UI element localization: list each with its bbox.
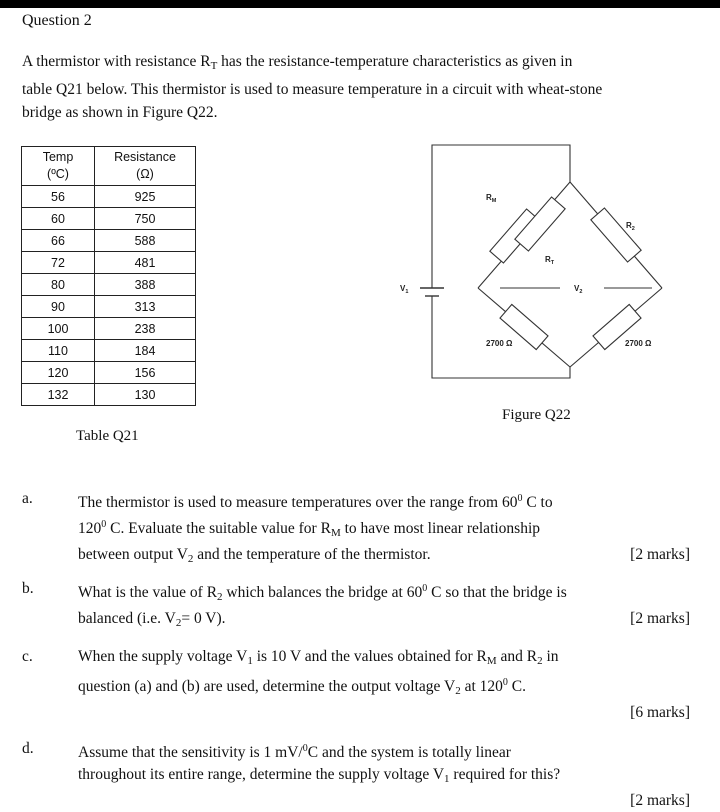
figure-caption: Figure Q22 xyxy=(502,407,571,423)
intro-line-1: A thermistor with resistance $R_T$ has the resistance-temperature characteristics as given in xyxy=(22,53,573,72)
question-b-letter: b. xyxy=(22,580,34,597)
resistor-2700-left-label: 2700 Ω xyxy=(486,339,513,348)
question-a-line-3: between output $V_2$ and the temperature of the thermistor. [2 marks] xyxy=(78,546,690,565)
table-row: 66 588 xyxy=(22,230,196,252)
temp-column-header: Temp (ºC) xyxy=(22,147,95,186)
table-row: 90 313 xyxy=(22,296,196,318)
table-row: 120 156 xyxy=(22,362,196,384)
question-b-line-1: What is the value of $R_2$ which balances the bridge at $60^0$ C so that the bridge is xyxy=(78,583,567,603)
rm-label: $R_M$ xyxy=(486,193,497,204)
intro-line-2: table Q21 below. This thermistor is used to measure temperature in a circuit with wheat-stone xyxy=(22,81,603,98)
r2-resistor xyxy=(591,208,641,262)
question-d-line-1: Assume that the sensitivity is 1 mV/$^0$C and the system is totally linear xyxy=(78,743,511,761)
resistor-2700-right-label: 2700 Ω xyxy=(625,339,652,348)
v2-label: $V_2$ xyxy=(574,284,583,295)
table-row: 132 130 xyxy=(22,384,196,406)
v1-label: $V_1$ xyxy=(400,284,409,295)
table-row: 60 750 xyxy=(22,208,196,230)
question-b-marks: [2 marks] xyxy=(630,610,690,627)
question-a-marks: [2 marks] xyxy=(630,546,690,563)
table-row: 100 238 xyxy=(22,318,196,340)
table-row: 80 388 xyxy=(22,274,196,296)
table-row: 72 481 xyxy=(22,252,196,274)
question-a-line-1: The thermistor is used to measure temperatures over the range from $60^0$ C to xyxy=(78,493,553,511)
question-d-letter: d. xyxy=(22,740,34,757)
r2-label: $R_2$ xyxy=(626,221,635,232)
table-row: 110 184 xyxy=(22,340,196,362)
question-c-line-2: question (a) and (b) are used, determine the output voltage $V_2$ at $120^0$ C. xyxy=(78,677,526,697)
question-a-letter: a. xyxy=(22,490,33,507)
question-b-line-2: balanced (i.e. $V_2= 0$ V). [2 marks] xyxy=(78,610,690,629)
question-c-letter: c. xyxy=(22,648,33,665)
table-caption: Table Q21 xyxy=(76,428,139,444)
question-c-line-1: When the supply voltage $V_1$ is 10 V and the values obtained for $R_M$ and $R_2$ in xyxy=(78,648,559,667)
rt-label: $R_T$ xyxy=(545,255,555,266)
question-d-marks: [2 marks] xyxy=(630,792,690,809)
question-d-line-2: throughout its entire range, determine the supply voltage $V_1$ required for this? xyxy=(78,766,561,785)
question-heading: Question 2 xyxy=(22,12,92,29)
question-c-marks: [6 marks] xyxy=(630,704,690,721)
intro-line-3: bridge as shown in Figure Q22. xyxy=(22,104,218,121)
question-a-line-2: $120^0$ C. Evaluate the suitable value for $R_M$ to have most linear relationship xyxy=(78,519,541,539)
resistance-column-header: Resistance (Ω) xyxy=(95,147,196,186)
table-row: 56 925 xyxy=(22,186,196,208)
